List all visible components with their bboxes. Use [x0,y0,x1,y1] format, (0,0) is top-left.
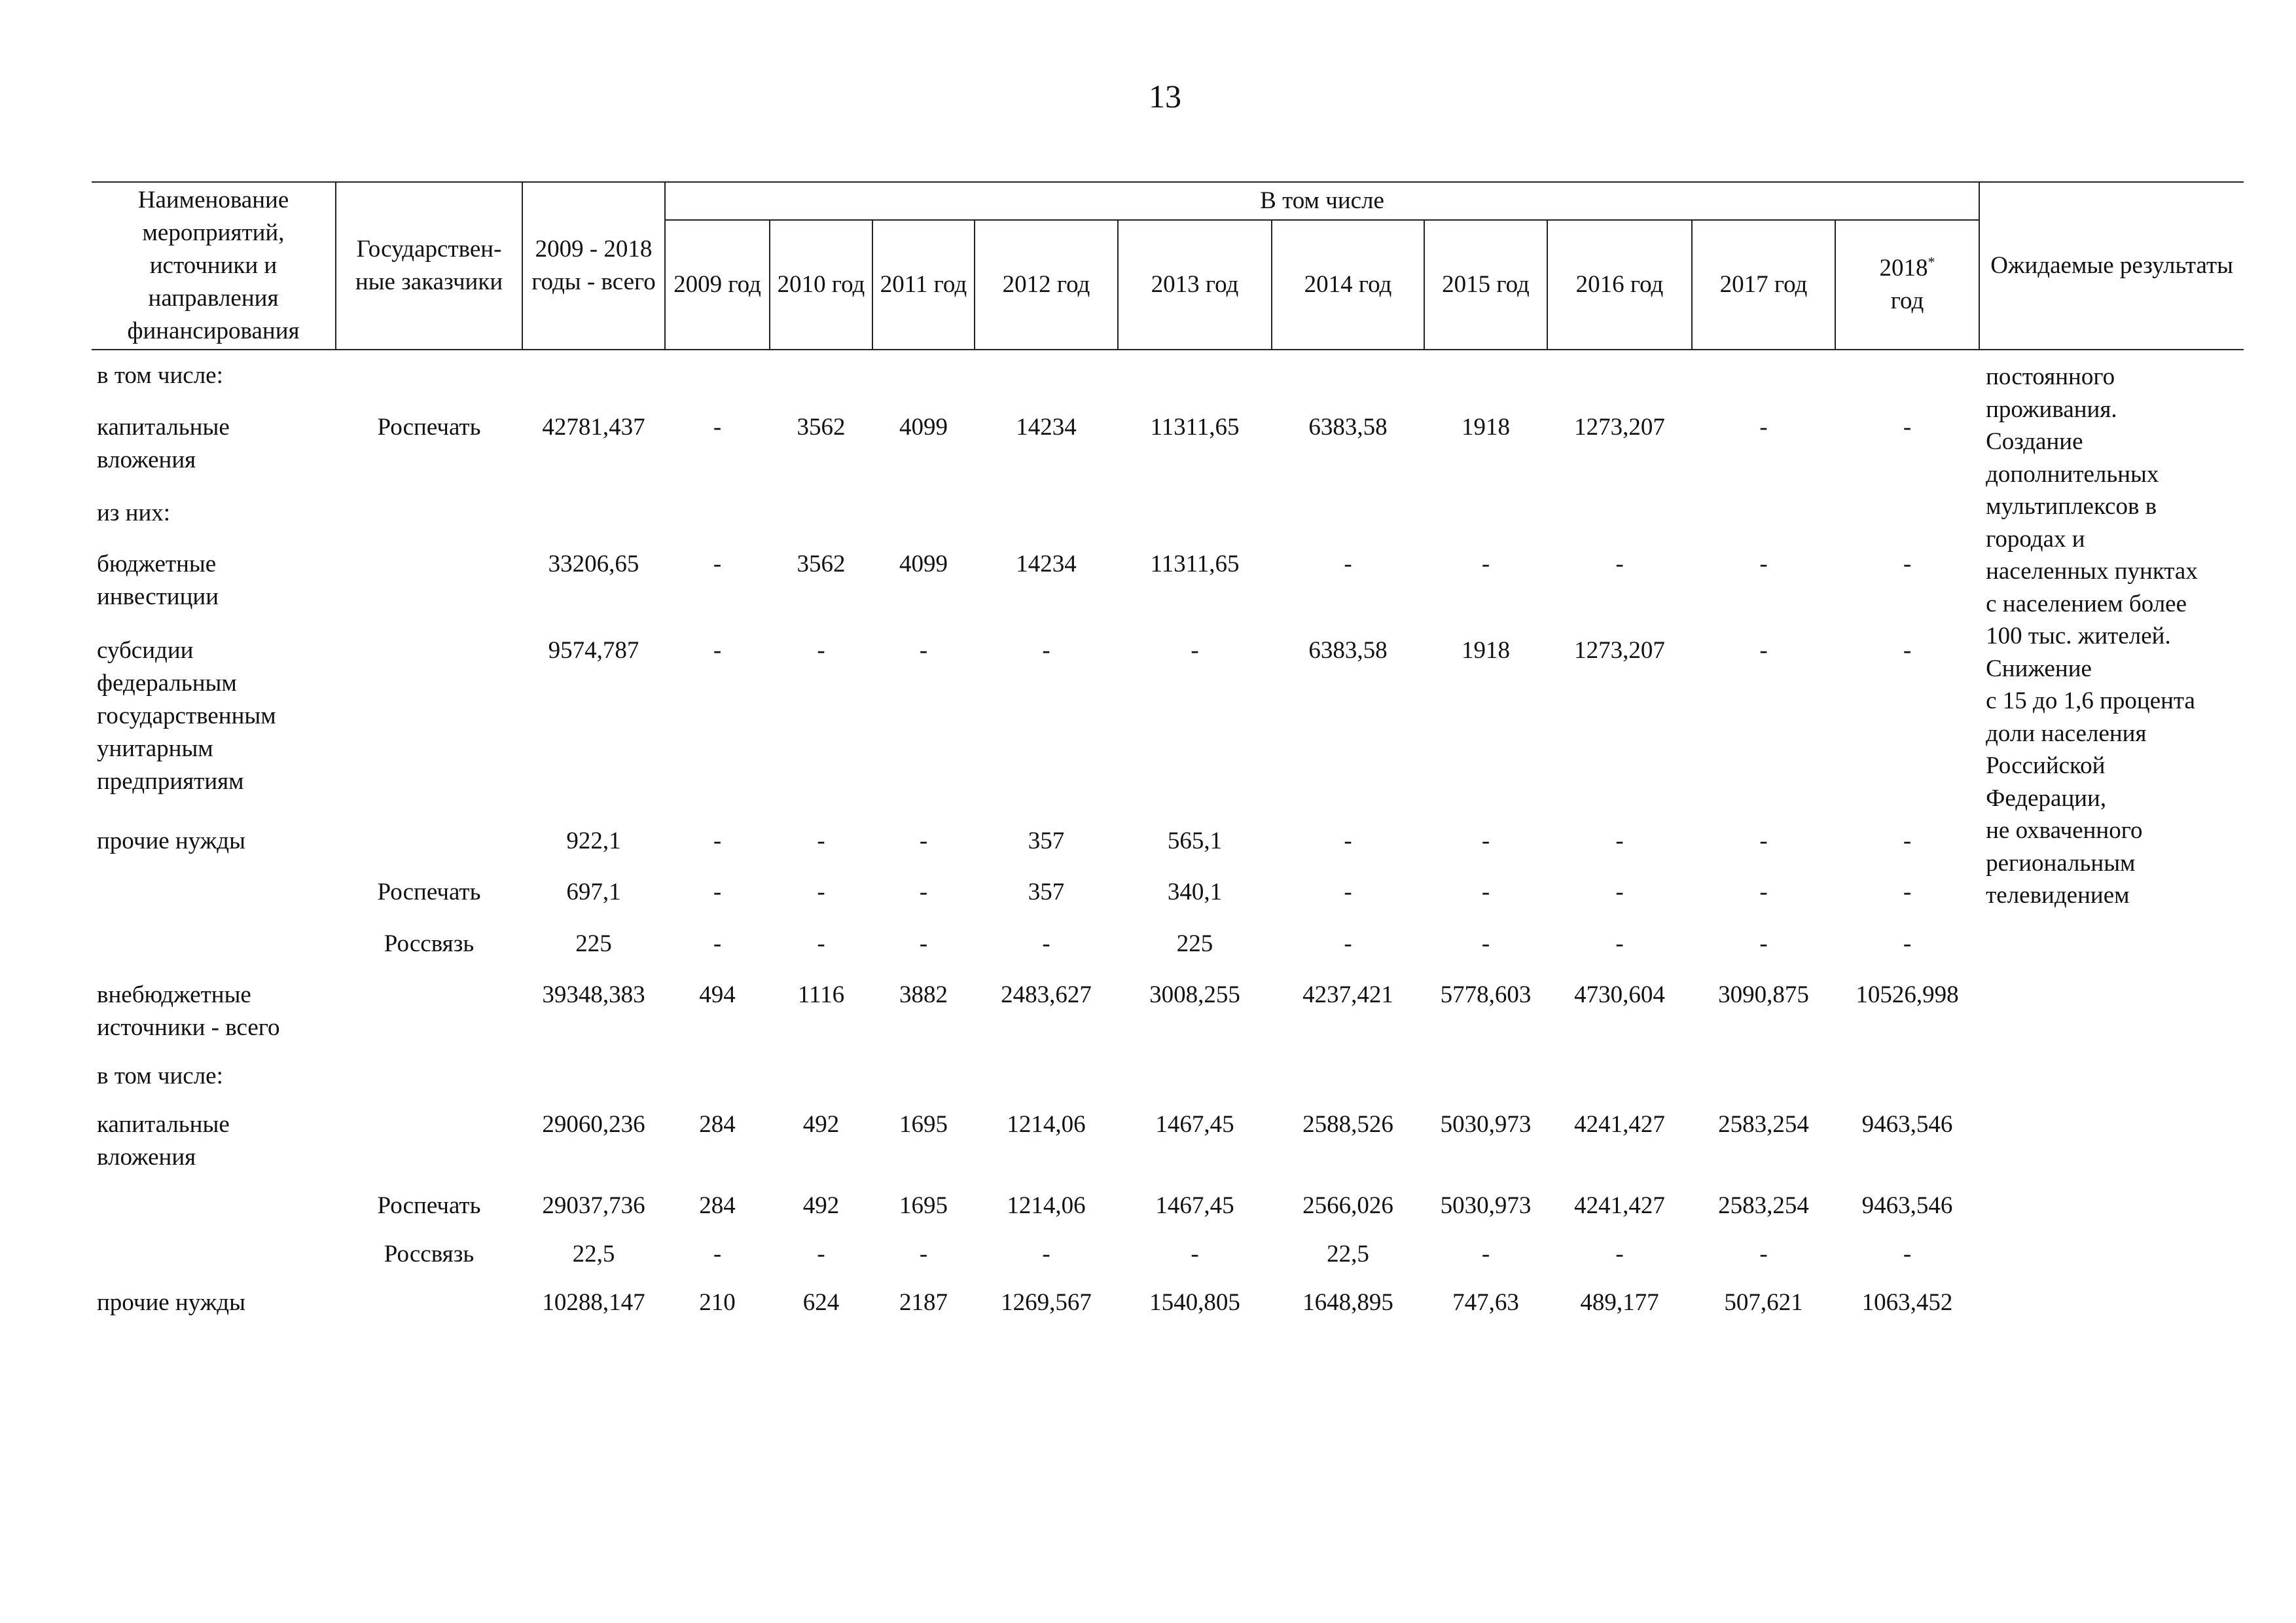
row-customer [336,970,522,1051]
footnote-mark: * [1928,253,1935,270]
row-customer [336,816,522,867]
cell-year-value [770,488,872,539]
cell-year-value: 2483,627 [1001,981,1092,1008]
cell-year-value [1118,350,1272,402]
cell-year-value [1424,350,1547,402]
row-customer [336,1051,522,1099]
cell-total [522,350,665,402]
cell-year-value: - [1759,413,1768,441]
row-name: прочие нужды [97,1288,245,1316]
cell-total: 33206,65 [548,551,639,578]
cell-year-value: 1214,06 [1007,1192,1086,1219]
expected-results-line: дополнительных [1986,460,2159,488]
cell-year-value: - [1042,636,1050,664]
cell-year-value: - [1344,551,1352,578]
cell-year-value: - [713,1240,722,1267]
cell-year-value: 9463,546 [1861,1192,1953,1219]
cell-year-value: 2583,254 [1718,1110,1809,1138]
row-customer [336,625,522,816]
cell-year-value: 3090,875 [1718,981,1809,1008]
table-row [92,867,2244,919]
cell-total [522,1051,665,1099]
cell-year-value: 747,63 [1452,1288,1519,1316]
row-customer: Россвязь [384,930,475,957]
cell-year-value [1547,350,1692,402]
cell-year-value [1692,1051,1835,1099]
cell-year-value: 1695 [899,1110,948,1138]
cell-year-value: - [713,878,722,905]
expected-results-line: телевидением [1986,882,2130,909]
cell-year-value: 357 [1028,878,1065,905]
cell-year-value: 357 [1028,827,1065,854]
cell-year-value: - [1759,878,1768,905]
page-number: 13 [1149,78,1181,115]
cell-year-value: 1116 [797,981,845,1008]
expected-results-line: проживания. [1986,395,2117,423]
cell-year-value: - [919,930,928,957]
expected-results-line: мультиплексов в [1986,493,2157,520]
cell-year-value [1692,488,1835,539]
header-year-2018-unit: год [1890,287,1924,314]
cell-year-value: 10526,998 [1856,981,1959,1008]
row-customer: Роспечать [377,878,481,905]
expected-results-line: Федерации, [1986,784,2107,812]
cell-total: 10288,147 [542,1288,645,1316]
cell-year-value: 1467,45 [1155,1110,1234,1138]
cell-year-value: 5030,973 [1440,1110,1532,1138]
cell-year-value: - [1481,878,1490,905]
cell-year-value: - [817,1240,825,1267]
table-row [92,625,2244,816]
cell-year-value: 1540,805 [1149,1288,1240,1316]
cell-year-value [1835,350,1979,402]
row-name [92,1180,336,1229]
expected-results-empty [1979,1051,2244,1099]
cell-year-value: - [1903,551,1912,578]
cell-year-value: 6383,58 [1308,636,1388,664]
cell-year-value: 2583,254 [1718,1192,1809,1219]
cell-year-value: 11311,65 [1150,551,1240,578]
row-customer: Роспечать [377,1192,481,1219]
cell-year-value: - [1042,1240,1050,1267]
cell-year-value: 1918 [1462,413,1510,441]
cell-year-value [1835,1051,1979,1099]
cell-year-value: - [713,551,722,578]
table-row [92,970,2244,1051]
cell-year-value: 284 [699,1110,736,1138]
cell-year-value: - [919,878,928,905]
row-name [92,1229,336,1277]
cell-year-value [1272,1051,1424,1099]
cell-year-value: 11311,65 [1150,413,1240,441]
row-name: в том числе: [97,362,223,389]
cell-year-value: - [817,636,825,664]
expected-results-empty [1979,919,2244,970]
cell-year-value: 4099 [899,551,948,578]
cell-year-value: 225 [1176,930,1213,957]
cell-year-value: 1695 [899,1192,948,1219]
header-year: 2015 год [1424,220,1547,350]
cell-total: 697,1 [566,878,621,905]
cell-year-value: 14234 [1016,551,1077,578]
cell-year-value: 340,1 [1167,878,1223,905]
cell-year-value: - [1903,878,1912,905]
header-year: 2010 год [770,220,872,350]
table-row [92,816,2244,867]
cell-total: 29060,236 [542,1110,645,1138]
cell-year-value [872,488,975,539]
cell-year-value: 1467,45 [1155,1192,1234,1219]
cell-year-value [975,1051,1118,1099]
cell-year-value [1692,350,1835,402]
expected-results-empty [1979,970,2244,1051]
cell-year-value [665,488,770,539]
row-name: бюджетные инвестиции [97,551,219,611]
row-name [92,919,336,970]
cell-year-value [872,1051,975,1099]
cell-year-value: 1648,895 [1302,1288,1393,1316]
cell-year-value: 489,177 [1580,1288,1659,1316]
row-name: капитальные вложения [97,1110,230,1171]
expected-results-line: Создание [1986,428,2083,455]
expected-results-empty [1979,1229,2244,1277]
cell-year-value: - [1344,930,1352,957]
table-row [92,1180,2244,1229]
header-year: 2016 год [1547,220,1692,350]
header-year: 2017 год [1692,220,1835,350]
cell-year-value: 1918 [1462,636,1510,664]
cell-year-value: - [1191,1240,1199,1267]
cell-year-value: 492 [802,1110,840,1138]
expected-results [1979,350,2244,919]
cell-year-value: 4099 [899,413,948,441]
cell-year-value [1547,488,1692,539]
row-name: субсидии федеральным государственным унитарным предприятиям [97,636,276,795]
expected-results-line: городах и [1986,525,2085,553]
row-customer [336,539,522,625]
cell-total: 39348,383 [542,981,645,1008]
cell-year-value: - [1615,878,1624,905]
cell-year-value: 284 [699,1192,736,1219]
cell-year-value: - [1344,827,1352,854]
cell-year-value [665,350,770,402]
cell-year-value: - [1481,930,1490,957]
cell-year-value: 2566,026 [1302,1192,1393,1219]
cell-year-value: 1273,207 [1574,413,1665,441]
cell-year-value: - [1481,551,1490,578]
cell-year-value: - [1615,1240,1624,1267]
cell-year-value [1272,350,1424,402]
cell-year-value [1272,488,1424,539]
header-year: 2009 год [665,220,770,350]
cell-year-value: 14234 [1016,413,1077,441]
cell-year-value: 3008,255 [1149,981,1240,1008]
cell-year-value: 3562 [797,551,846,578]
cell-total: 22,5 [572,1240,615,1267]
expected-results-empty [1979,1180,2244,1229]
table-row [92,1051,2244,1099]
cell-year-value: 492 [802,1192,840,1219]
cell-year-value: - [817,930,825,957]
cell-year-value: - [919,1240,928,1267]
header-year: 2011 год [872,220,975,350]
expected-results-line: с населением более [1986,590,2187,617]
cell-total: 225 [575,930,612,957]
cell-year-value: - [817,827,825,854]
cell-year-value [1835,488,1979,539]
table-body [92,350,2244,1326]
cell-year-value [1118,488,1272,539]
cell-year-value [975,488,1118,539]
header-year: 2013 год [1118,220,1272,350]
cell-year-value: - [1759,827,1768,854]
cell-year-value: - [1191,636,1199,664]
cell-year-value: - [1903,413,1912,441]
cell-year-value: - [1903,930,1912,957]
header-expected: Ожидаемые результаты [1979,182,2244,350]
cell-year-value [1424,1051,1547,1099]
cell-year-value [1547,1051,1692,1099]
row-name: внебюджетные источники - всего [97,981,280,1041]
row-customer: Роспечать [377,413,481,441]
table-row [92,1099,2244,1180]
cell-year-value [1118,1051,1272,1099]
table-row [92,402,2244,488]
cell-year-value [770,350,872,402]
cell-year-value: 6383,58 [1308,413,1388,441]
expected-results-empty [1979,1277,2244,1326]
cell-year-value: - [1481,1240,1490,1267]
table-row [92,1277,2244,1326]
cell-year-value: - [1759,1240,1768,1267]
header-name: Наименование мероприятий, источники и направления финансирования [92,182,336,350]
row-customer [336,350,522,402]
cell-year-value: 507,621 [1724,1288,1803,1316]
header-year-2018-number: 2018 [1879,255,1928,282]
expected-results-line: Российской [1986,752,2106,779]
expected-results-empty [1979,1099,2244,1180]
cell-year-value [665,1051,770,1099]
row-customer [336,488,522,539]
expected-results-line: доли населения [1986,720,2147,747]
cell-year-value: 4241,427 [1574,1192,1665,1219]
cell-year-value: - [919,636,928,664]
cell-year-value: 3882 [899,981,948,1008]
row-name: прочие нужды [97,827,245,854]
cell-year-value: - [919,827,928,854]
cell-year-value: 4237,421 [1302,981,1393,1008]
cell-year-value: - [1759,636,1768,664]
cell-year-value: 3562 [797,413,846,441]
table-header [92,182,2244,350]
cell-year-value: 1214,06 [1007,1110,1086,1138]
cell-year-value: - [713,636,722,664]
cell-year-value: 4241,427 [1574,1110,1665,1138]
cell-year-value: - [1042,930,1050,957]
expected-results-line: не охваченного [1986,817,2143,844]
table-row [92,919,2244,970]
cell-total: 922,1 [566,827,621,854]
header-including: В том числе [665,182,1979,220]
header-total: 2009 - 2018 годы - всего [522,182,665,350]
row-name [92,867,336,919]
cell-year-value: 624 [802,1288,840,1316]
cell-year-value [770,1051,872,1099]
cell-year-value: 565,1 [1167,827,1223,854]
expected-results-line: с 15 до 1,6 процента [1986,687,2195,714]
row-customer: Россвязь [384,1240,475,1267]
cell-year-value: - [1615,551,1624,578]
table-row [92,350,2244,402]
cell-year-value: 494 [699,981,736,1008]
cell-year-value: - [713,827,722,854]
cell-year-value: 22,5 [1327,1240,1369,1267]
expected-results-line: региональным [1986,849,2136,877]
header-year-2018 [1835,220,1979,350]
cell-year-value [872,350,975,402]
cell-year-value: - [1903,827,1912,854]
cell-year-value: 1269,567 [1001,1288,1092,1316]
cell-year-value: 210 [699,1288,736,1316]
row-customer [336,1277,522,1326]
cell-total [522,488,665,539]
cell-year-value [1424,488,1547,539]
cell-year-value: - [1481,827,1490,854]
cell-year-value: 1063,452 [1861,1288,1953,1316]
cell-year-value: 4730,604 [1574,981,1665,1008]
cell-year-value [975,350,1118,402]
cell-year-value: - [713,413,722,441]
cell-year-value: 2588,526 [1302,1110,1393,1138]
cell-year-value: - [1903,636,1912,664]
cell-year-value: - [1759,930,1768,957]
cell-total: 29037,736 [542,1192,645,1219]
expected-results-line: населенных пунктах [1986,558,2198,585]
cell-year-value: - [817,878,825,905]
expected-results-line: постоянного [1986,363,2115,390]
cell-year-value: - [1615,827,1624,854]
cell-year-value: 5778,603 [1440,981,1532,1008]
cell-year-value: 9463,546 [1861,1110,1953,1138]
expected-results-line: 100 тыс. жителей. [1986,623,2171,649]
cell-year-value: - [713,930,722,957]
row-name: в том числе: [97,1062,223,1089]
cell-total: 42781,437 [542,413,645,441]
cell-year-value: 5030,973 [1440,1192,1532,1219]
cell-year-value: - [1759,551,1768,578]
header-year: 2014 год [1272,220,1424,350]
cell-year-value: - [1615,930,1624,957]
header-year: 2012 год [975,220,1118,350]
row-customer [336,1099,522,1180]
expected-results-line: Снижение [1986,655,2092,682]
table-row [92,1229,2244,1277]
cell-year-value: 1273,207 [1574,636,1665,664]
header-customers: Государствен-ные заказчики [336,182,522,350]
cell-year-value: - [1344,878,1352,905]
table-row [92,539,2244,625]
financing-table [92,181,2244,1326]
row-name: из них: [97,500,171,527]
cell-total: 9574,787 [548,636,639,664]
cell-year-value: - [1903,1240,1912,1267]
table-row [92,488,2244,539]
row-name: капитальные вложения [97,413,230,473]
cell-year-value: 2187 [899,1288,948,1316]
